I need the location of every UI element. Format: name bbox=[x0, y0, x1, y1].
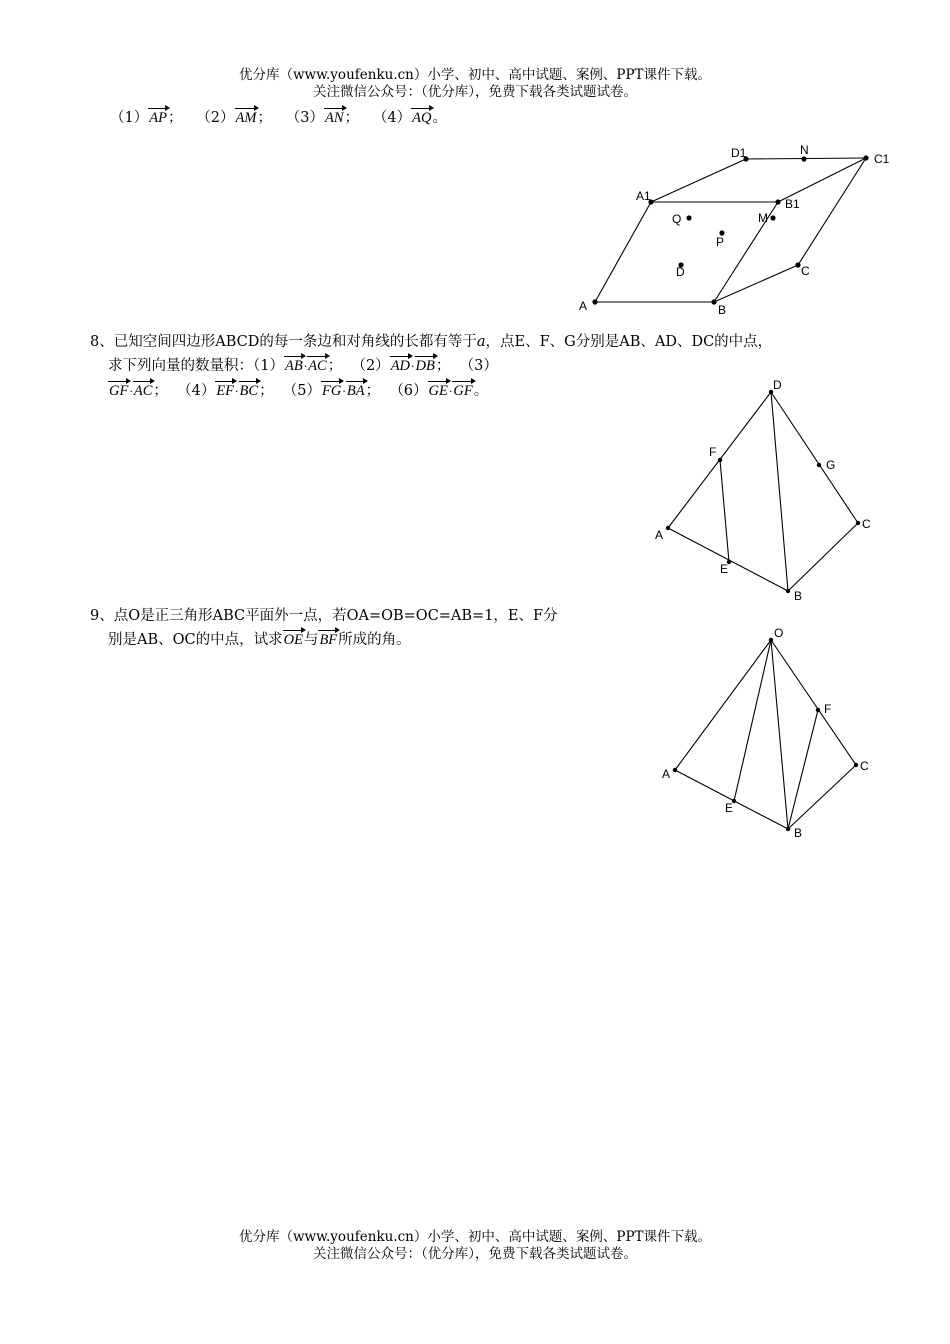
point bbox=[786, 827, 790, 831]
label-d: D bbox=[773, 378, 782, 392]
dot-operator: · bbox=[411, 360, 415, 373]
vector-ad: AD bbox=[390, 355, 411, 378]
separator: ； bbox=[167, 110, 183, 126]
q7-part-3-number: （3） bbox=[285, 110, 325, 126]
vector-oe: OE bbox=[283, 629, 304, 652]
vector-gf: GF bbox=[108, 380, 129, 403]
figure-tetrahedron-abcd bbox=[645, 375, 885, 605]
footer-line-1: 优分库（www.youfenku.cn）小学、初中、高中试题、案例、PPT课件下载。 bbox=[238, 1229, 712, 1245]
label-a: A bbox=[662, 767, 671, 781]
q7-part-2-number: （2） bbox=[196, 110, 235, 126]
vector-ba: BA bbox=[346, 380, 366, 403]
edge bbox=[788, 523, 858, 591]
q8-text: 8、已知空间四边形ABCD的每一条边和对角线的长都有等于 bbox=[90, 334, 477, 350]
q8-part-5-number: （5） bbox=[282, 383, 322, 399]
edge bbox=[798, 158, 866, 265]
point bbox=[592, 299, 597, 304]
point bbox=[816, 708, 820, 712]
label-d1: D1 bbox=[731, 146, 747, 160]
label-f: F bbox=[824, 702, 832, 716]
edge bbox=[788, 765, 856, 829]
separator: ； bbox=[259, 383, 274, 399]
label-d: D bbox=[676, 265, 685, 279]
q8-part-2-number: （2） bbox=[351, 358, 390, 374]
figure-parallelepiped bbox=[570, 140, 900, 320]
label-e: E bbox=[720, 562, 729, 576]
q7-part-4-number: （4） bbox=[372, 110, 412, 126]
separator: ； bbox=[257, 110, 272, 126]
point bbox=[673, 768, 677, 772]
q9-text: 所成的角。 bbox=[338, 632, 411, 648]
label-a: A bbox=[579, 299, 588, 313]
header-line-2: 关注微信公众号：（优分库），免费下载各类试题试卷。 bbox=[313, 84, 637, 100]
q7-part-1-number: （1） bbox=[110, 110, 149, 126]
separator: ； bbox=[435, 358, 451, 374]
separator: ； bbox=[327, 358, 343, 374]
q9-line-2 bbox=[108, 629, 411, 652]
point bbox=[711, 299, 716, 304]
label-a: A bbox=[655, 528, 664, 542]
q7-parts bbox=[110, 107, 447, 130]
edge bbox=[675, 770, 788, 829]
point bbox=[863, 155, 868, 160]
label-b: B bbox=[718, 303, 727, 317]
edge bbox=[771, 392, 858, 523]
dot-operator: · bbox=[235, 385, 239, 398]
label-b: B bbox=[794, 826, 803, 840]
edge bbox=[788, 710, 818, 829]
edge bbox=[668, 528, 788, 591]
vector-ac: AC bbox=[133, 380, 154, 403]
vector-an: AN bbox=[324, 107, 345, 130]
q8-part-6-number: （6） bbox=[389, 383, 428, 399]
label-c: C bbox=[862, 517, 871, 531]
vector-bc: BC bbox=[239, 380, 260, 403]
edge bbox=[651, 159, 746, 202]
edge bbox=[595, 202, 651, 302]
point bbox=[854, 763, 858, 767]
vector-ap: AP bbox=[148, 107, 168, 130]
q8-line-1 bbox=[90, 331, 772, 354]
separator: 。 bbox=[432, 110, 447, 126]
point bbox=[856, 521, 860, 525]
label-a1: A1 bbox=[636, 189, 651, 203]
point bbox=[769, 638, 773, 642]
separator: ； bbox=[365, 383, 381, 399]
point bbox=[770, 215, 775, 220]
vector-fg: FG bbox=[321, 380, 342, 403]
q8-text: 求下列向量的数量积： bbox=[108, 358, 253, 374]
vector-ge: GE bbox=[428, 380, 449, 403]
vector-db: DB bbox=[415, 355, 436, 378]
q8-line-3 bbox=[108, 380, 488, 403]
footer-line-2: 关注微信公众号：（优分库），免费下载各类试题试卷。 bbox=[313, 1246, 637, 1262]
label-f: F bbox=[709, 445, 717, 459]
separator: 。 bbox=[473, 383, 489, 399]
q8-line-2 bbox=[108, 355, 498, 378]
q9-line-1: 9、点O是正三角形ABC平面外一点，若OA=OB=OC=AB=1，E、F分 bbox=[90, 608, 558, 624]
point bbox=[666, 526, 670, 530]
label-c: C bbox=[860, 759, 869, 773]
vector-bf: BF bbox=[318, 629, 338, 652]
label-b1: B1 bbox=[785, 197, 800, 211]
label-n: N bbox=[800, 143, 809, 157]
label-b: B bbox=[794, 589, 803, 603]
edge bbox=[771, 392, 788, 591]
q8-part-3-number: （3） bbox=[459, 358, 498, 374]
edge bbox=[714, 265, 798, 302]
dot-operator: · bbox=[342, 385, 346, 398]
label-p: P bbox=[716, 235, 725, 249]
header-line-1: 优分库（www.youfenku.cn）小学、初中、高中试题、案例、PPT课件下载。 bbox=[238, 67, 712, 83]
edge bbox=[714, 202, 778, 302]
vector-ef: EF bbox=[215, 380, 235, 403]
point bbox=[795, 262, 800, 267]
edge bbox=[720, 460, 729, 562]
page-footer bbox=[0, 1229, 950, 1263]
label-m: M bbox=[758, 211, 768, 225]
variable-a: a bbox=[476, 334, 486, 350]
label-c: C bbox=[801, 264, 810, 278]
label-q: Q bbox=[672, 212, 682, 226]
edge bbox=[778, 158, 866, 202]
point bbox=[786, 589, 790, 593]
label-g: G bbox=[826, 458, 836, 472]
label-c1: C1 bbox=[874, 152, 890, 166]
q9-text: 与 bbox=[303, 632, 319, 648]
q9-text: 别是AB、OC的中点，试求 bbox=[108, 632, 283, 648]
vector-gf: GF bbox=[452, 380, 473, 403]
page-header bbox=[0, 67, 950, 101]
label-o: O bbox=[774, 626, 784, 640]
point bbox=[775, 199, 780, 204]
q8-part-1-number: （1） bbox=[253, 358, 284, 374]
separator: ； bbox=[153, 383, 168, 399]
q8-text: ，点E、F、G分别是AB、AD、DC的中点， bbox=[485, 334, 773, 350]
point bbox=[718, 458, 722, 462]
vector-am: AM bbox=[235, 107, 258, 130]
q8-part-4-number: （4） bbox=[177, 383, 216, 399]
label-e: E bbox=[725, 801, 734, 815]
point bbox=[801, 156, 806, 161]
dot-operator: · bbox=[448, 385, 453, 398]
vector-ab: AB bbox=[284, 355, 304, 378]
separator: ； bbox=[344, 110, 360, 126]
point bbox=[686, 215, 691, 220]
vector-aq: AQ bbox=[411, 107, 432, 130]
dot-operator: · bbox=[303, 360, 308, 373]
vector-ac: AC bbox=[307, 355, 328, 378]
point bbox=[817, 463, 821, 467]
figure-tetrahedron-oabc bbox=[650, 622, 880, 842]
dot-operator: · bbox=[129, 385, 133, 398]
edge bbox=[771, 640, 788, 829]
edge bbox=[771, 640, 856, 765]
